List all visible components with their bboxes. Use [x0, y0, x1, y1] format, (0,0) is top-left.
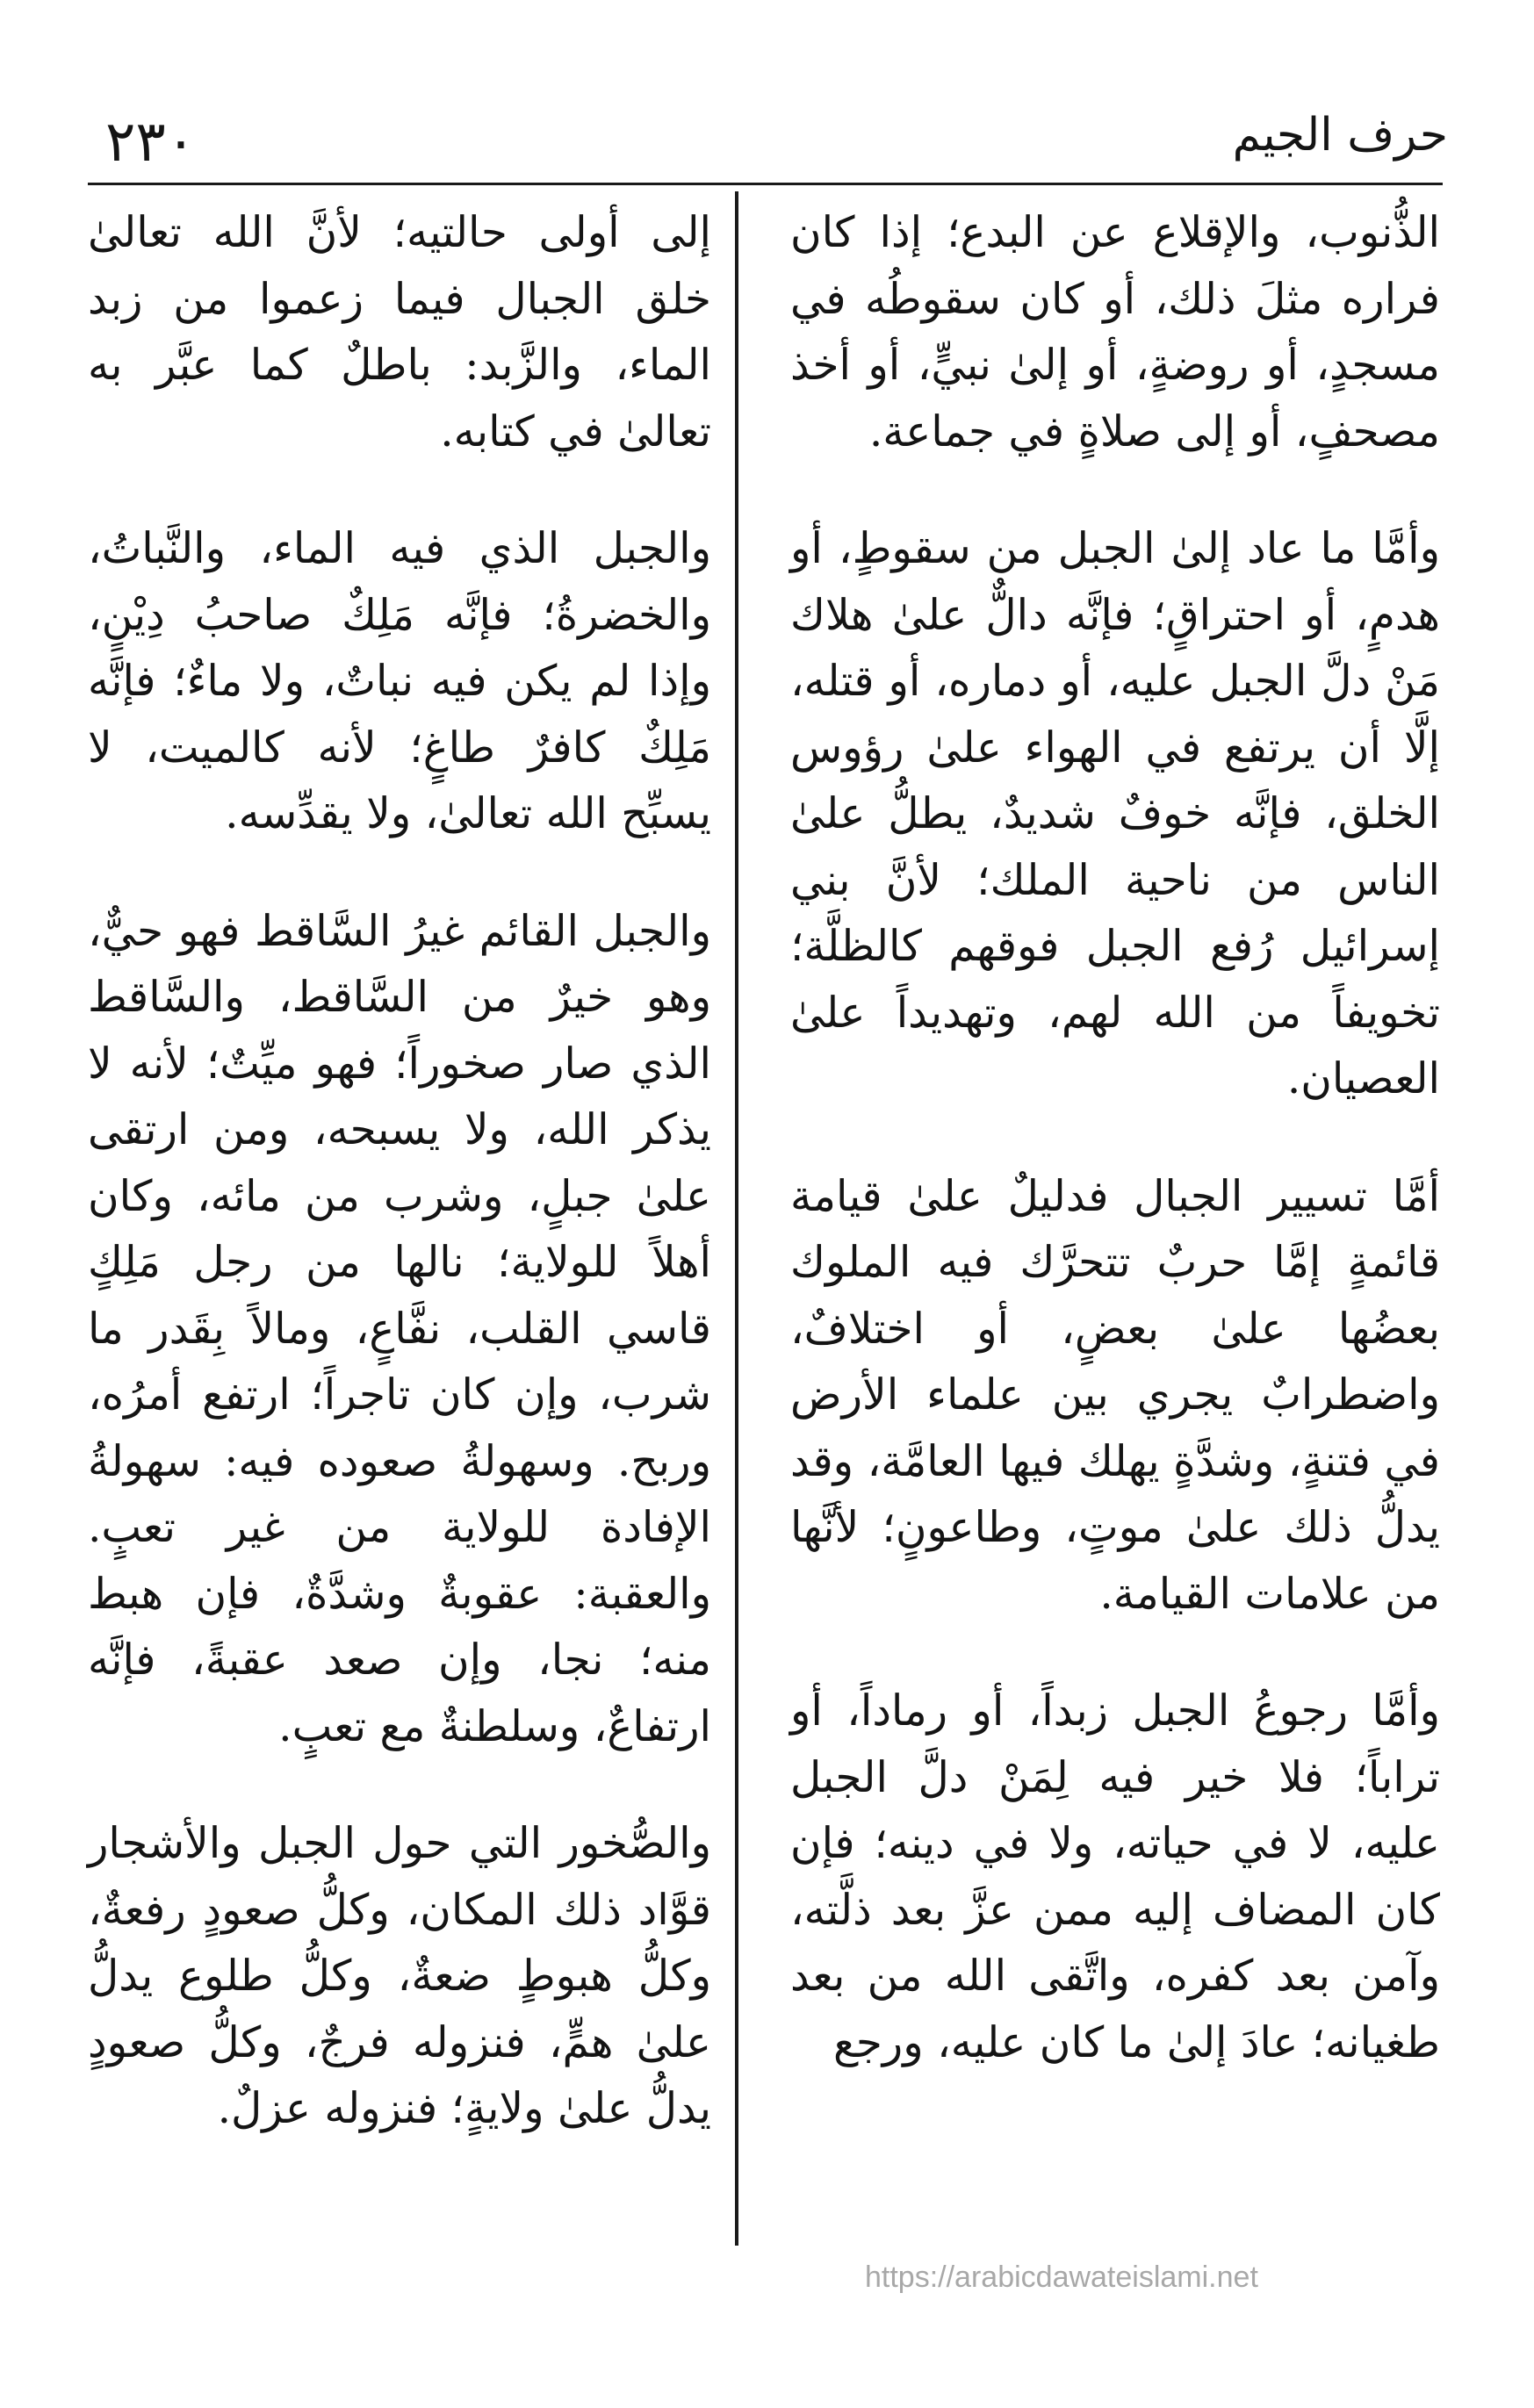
header-rule	[88, 183, 1443, 185]
column-divider	[735, 191, 738, 2246]
running-header-title: حرف الجيم	[1232, 109, 1448, 162]
source-watermark: https://arabicdawateislami.net	[865, 2261, 1258, 2294]
paragraph: وأمَّا رجوعُ الجبل زبداً، أو رماداً، أو تراباً؛ فلا خير فيه لِمَنْ دلَّ الجبل عليه، لا في حياته، ولا في دينه؛ فإن كان المضاف إليه ممن عزَّ بعد ذلَّته، وآمن بعد كفره، واتَّقى الله من بعد طغيانه؛ عادَ إلىٰ ما كان عليه، ورجع	[790, 1686, 1440, 2067]
paragraph: وأمَّا ما عاد إلىٰ الجبل من سقوطٍ، أو هدمٍ، أو احتراقٍ؛ فإنَّه دالٌّ علىٰ هلاك مَنْ دلَّ الجبل عليه، أو دماره، أو قتله، إلَّا أن يرتفع في الهواء علىٰ رؤوس الخلق، فإنَّه خوفٌ شديدٌ، يطلُّ علىٰ الناس من ناحية الملك؛ لأنَّ بني إسرائيل رُفع الجبل فوقهم كالظلَّة؛ تخويفاً من الله لهم، وتهديداً علىٰ العصيان.	[790, 524, 1440, 1103]
left-text-column	[88, 200, 711, 2143]
page-number: ٢٣٠	[105, 110, 197, 175]
paragraph: الذُّنوب، والإقلاع عن البدع؛ إذا كان فراره مثلَ ذلك، أو كان سقوطُه في مسجدٍ، أو روضةٍ، أو إلىٰ نبيٍّ، أو أخذ مصحفٍ، أو إلى صلاةٍ في جماعة.	[790, 208, 1440, 456]
paragraph: إلى أولى حالتيه؛ لأنَّ الله تعالىٰ خلق الجبال فيما زعموا من زبد الماء، والزَّبد: باطلٌ كما عبَّر به تعالىٰ في كتابه.	[88, 208, 711, 456]
paragraph: أمَّا تسيير الجبال فدليلٌ علىٰ قيامة قائمةٍ إمَّا حربٌ تتحرَّك فيه الملوك بعضُها علىٰ بعضٍ، أو اختلافٌ، واضطرابٌ يجري بين علماء الأرض في فتنةٍ، وشدَّةٍ يهلك فيها العامَّة، وقد يدلُّ ذلك علىٰ موتٍ، وطاعونٍ؛ لأنَّها من علامات القيامة.	[790, 1171, 1440, 1619]
paragraph: والصُّخور التي حول الجبل والأشجار قوَّاد ذلك المكان، وكلُّ صعودٍ رفعةٌ، وكلُّ هبوطٍ ضعةٌ، وكلُّ طلوع يدلُّ علىٰ همٍّ، فنزوله فرجٌ، وكلُّ صعودٍ يدلُّ علىٰ ولايةٍ؛ فنزوله عزلٌ.	[88, 1819, 711, 2133]
paragraph: والجبل القائم غيرُ السَّاقط فهو حيٌّ، وهو خيرٌ من السَّاقط، والسَّاقط الذي صار صخوراً؛ فهو ميِّتٌ؛ لأنه لا يذكر الله، ولا يسبحه، ومن ارتقى علىٰ جبلٍ، وشرب من مائه، وكان أهلاً للولاية؛ نالها من رجل مَلِكٍ قاسي القلب، نفَّاعٍ، ومالاً بِقَدر ما شرب، وإن كان تاجراً؛ ارتفع أمرُه، وربح. وسهولةُ صعوده فيه: سهولةُ الإفادة للولاية من غير تعبٍ. والعقبة: عقوبةٌ وشدَّةٌ، فإن هبط منه؛ نجا، وإن صعد عقبةً، فإنَّه ارتفاعٌ، وسلطنةٌ مع تعبٍ.	[88, 906, 711, 1751]
paragraph: والجبل الذي فيه الماء، والنَّباتُ، والخضرةُ؛ فإنَّه مَلِكٌ صاحبُ دِيْنٍ، وإذا لم يكن فيه نباتٌ، ولا ماءٌ؛ فإنَّه مَلِكٌ كافرٌ طاغٍ؛ لأنه كالميت، لا يسبِّح الله تعالىٰ، ولا يقدِّسه.	[88, 524, 711, 838]
right-text-column	[790, 200, 1440, 2076]
